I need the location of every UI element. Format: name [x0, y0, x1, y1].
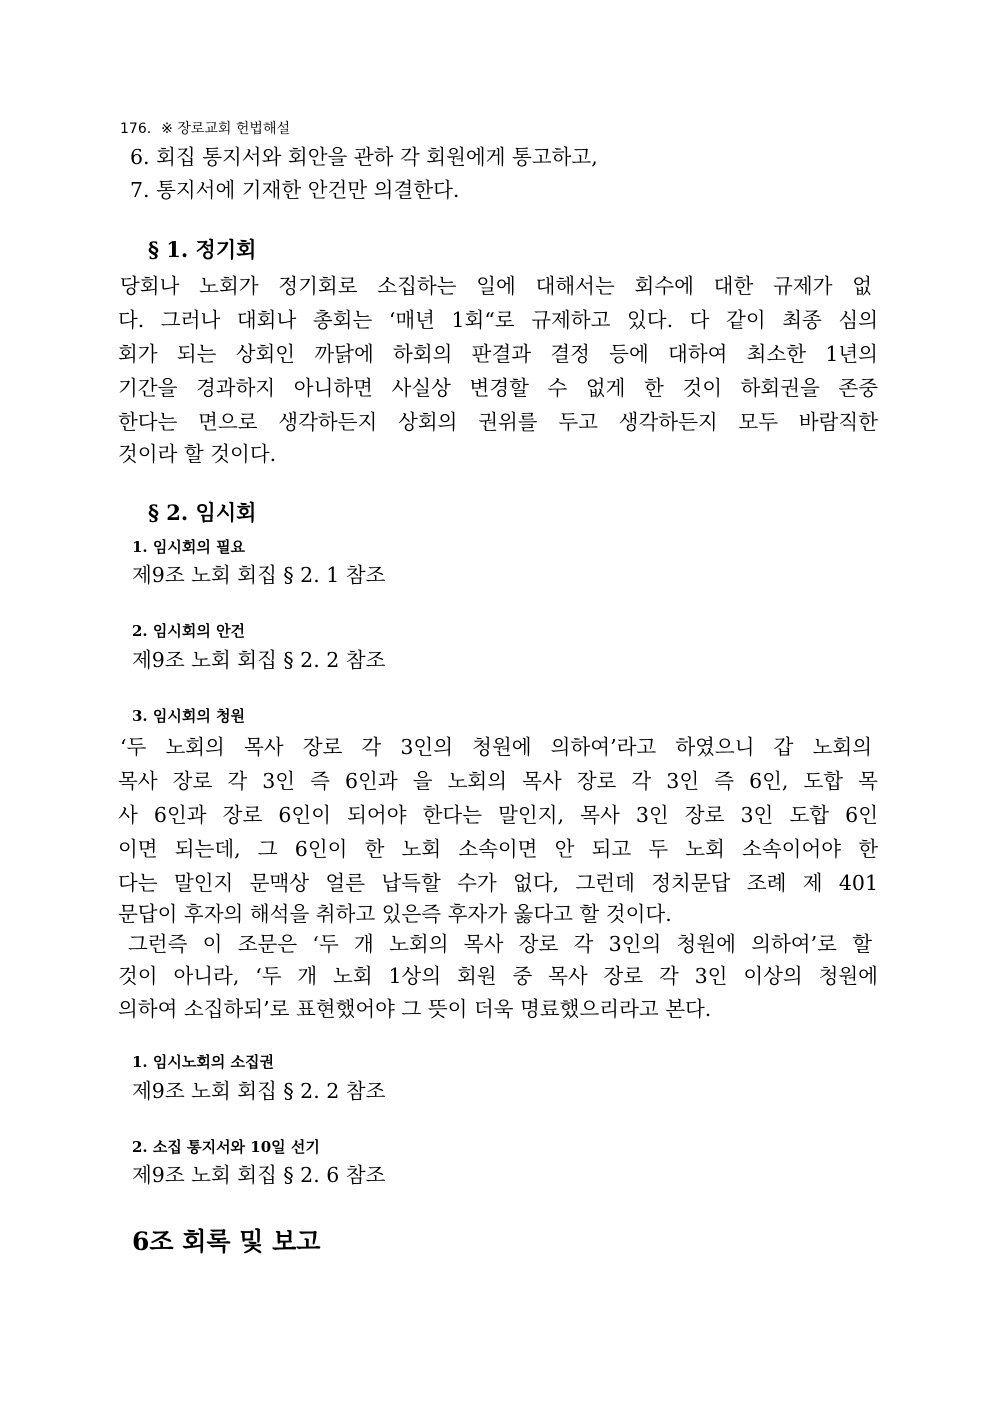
section-1-heading: § 1. 정기회 [148, 237, 257, 262]
petition-paragraph-line: 이면 되는데, 그 6인이 한 노회 소속이면 안 되고 두 노회 소속이어야 한 [118, 837, 878, 861]
petition-paragraph-line: 것이 아니라, ‘두 개 노회 1상의 회원 중 목사 장로 각 3인 이상의 청원에 [118, 964, 878, 988]
section-1-line: 회가 되는 상회인 까닭에 하회의 판결과 결정 등에 대하여 최소한 1년의 [118, 342, 878, 366]
section-1-line: 것이라 할 것이다. [118, 442, 277, 466]
petition-paragraph-line: 의하여 소집하되’로 표현했어야 그 뜻이 더욱 명료했으리라고 본다. [118, 997, 712, 1021]
subsection-reference: 제9조 노회 회집 § 2. 1 참조 [132, 563, 386, 587]
subsection-heading: 1. 임시회의 필요 [132, 538, 246, 556]
section-1-line: 당회나 노회가 정기회로 소집하는 일에 대해서는 회수에 대한 규제가 없 [120, 274, 872, 298]
subsection-heading: 3. 임시회의 청원 [132, 707, 246, 725]
intro-item-6: 6. 회집 통지서와 회안을 관하 각 회원에게 통고하고, [130, 145, 598, 169]
page-number: 176. [120, 121, 152, 137]
subsection-heading: 2. 소집 통지서와 10일 선기 [132, 1138, 320, 1156]
section-2-heading: § 2. 임시회 [148, 500, 257, 525]
petition-paragraph-line: 목사 장로 각 3인 즉 6인과 을 노회의 목사 장로 각 3인 즉 6인, 도합 목 [118, 769, 878, 793]
petition-paragraph-line: 문답이 후자의 해석을 취하고 있은즉 후자가 옳다고 할 것이다. [118, 902, 672, 926]
running-title: ※ 장로교회 헌법해설 [161, 121, 290, 137]
chapter-heading: 6조 회록 및 보고 [132, 1227, 321, 1256]
section-1-line: 다. 그러나 대회나 총회는 ‘매년 1회“로 규제하고 있다. 다 같이 최종 심의 [118, 308, 878, 332]
petition-paragraph-line: 사 6인과 장로 6인이 되어야 한다는 말인지, 목사 3인 장로 3인 도합 6인 [118, 803, 878, 827]
petition-paragraph-line: 다는 말인지 문맥상 얼른 납득할 수가 없다, 그런데 정치문답 조례 제 401 [118, 871, 878, 895]
subsection-reference: 제9조 노회 회집 § 2. 2 참조 [132, 648, 386, 672]
intro-item-7: 7. 통지서에 기재한 안건만 의결한다. [130, 178, 460, 202]
page-header [120, 119, 290, 139]
subsection-heading: 1. 임시노회의 소집권 [132, 1053, 275, 1071]
section-1-line: 기간을 경과하지 아니하면 사실상 변경할 수 없게 한 것이 하회권을 존중 [118, 376, 878, 400]
petition-paragraph-line: ‘두 노회의 목사 장로 각 3인의 청원에 의하여’라고 하였으니 갑 노회의 [120, 735, 872, 759]
subsection-heading: 2. 임시회의 안건 [132, 622, 246, 640]
subsection-reference: 제9조 노회 회집 § 2. 2 참조 [132, 1079, 386, 1103]
subsection-reference: 제9조 노회 회집 § 2. 6 참조 [132, 1163, 386, 1187]
section-1-line: 한다는 면으로 생각하든지 상회의 권위를 두고 생각하든지 모두 바람직한 [118, 410, 878, 434]
petition-paragraph-line: 그런즉 이 조문은 ‘두 개 노회의 목사 장로 각 3인의 청원에 의하여’로 할 [128, 932, 872, 956]
